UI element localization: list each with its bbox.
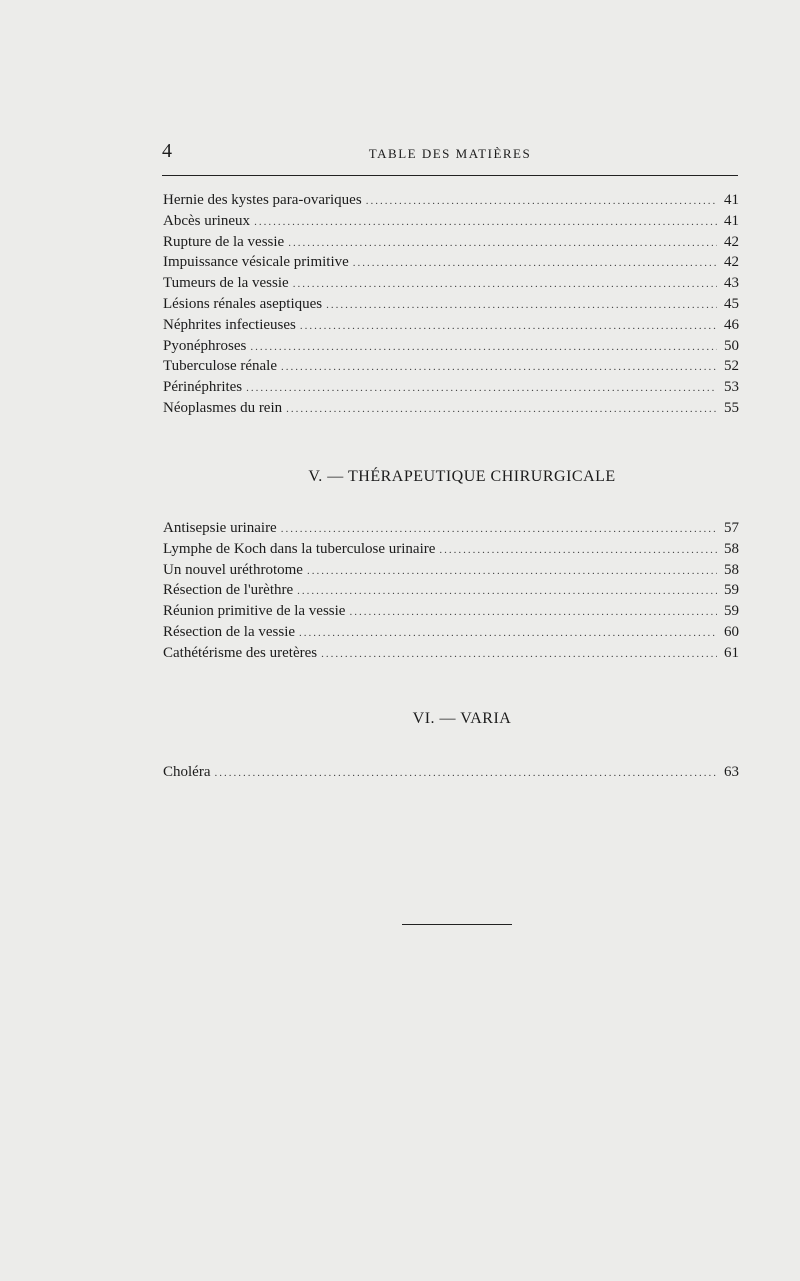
dot-leader xyxy=(288,233,717,253)
toc-entry-title: Périnéphrites xyxy=(163,379,243,396)
toc-entry-title: Antisepsie urinaire xyxy=(163,520,277,536)
toc-entry xyxy=(163,252,739,273)
dot-leader xyxy=(366,191,717,211)
toc-section-5 xyxy=(163,518,739,664)
toc-entry-title: Tuberculose rénale xyxy=(163,358,277,375)
dot-leader xyxy=(281,357,717,377)
end-rule xyxy=(402,924,512,925)
toc-entry-page: 42 xyxy=(724,233,739,250)
toc-entry-title: Néphrites infectieuses xyxy=(163,316,296,333)
toc-entry xyxy=(163,232,739,253)
toc-entry xyxy=(163,273,739,294)
toc-entry xyxy=(163,560,739,581)
toc-entry-page: 55 xyxy=(724,399,739,416)
toc-entry-title: Un nouvel uréthrotome xyxy=(163,561,303,578)
dot-leader xyxy=(353,253,717,273)
toc-entry-page: 59 xyxy=(724,603,739,620)
toc-entry-page: 45 xyxy=(724,295,739,312)
toc-section-4 xyxy=(163,190,739,419)
section-heading-6: VI. — VARIA xyxy=(412,710,512,727)
toc-entry-title: Abcès urineux xyxy=(163,212,251,229)
toc-entry-title: Néoplasmes du rein xyxy=(163,399,283,416)
dot-leader xyxy=(299,623,717,643)
toc-entry xyxy=(163,356,739,377)
dot-leader xyxy=(439,540,717,560)
toc-entry-page: 58 xyxy=(724,540,739,557)
toc-entry-title: Hernie des kystes para-ovariques xyxy=(163,192,362,208)
toc-entry-page: 53 xyxy=(724,379,739,396)
toc-entry-page: 42 xyxy=(724,254,739,271)
toc-entry-page: 43 xyxy=(724,275,739,292)
toc-entry-title: Rupture de la vessie xyxy=(163,233,285,250)
page-number: 4 xyxy=(162,140,172,162)
toc-entry-title: Tumeurs de la vessie xyxy=(163,275,289,292)
toc-entry xyxy=(163,190,739,211)
toc-entry-title: Résection de la vessie xyxy=(163,623,296,640)
dot-leader xyxy=(349,602,717,622)
toc-entry xyxy=(163,622,739,643)
toc-entry xyxy=(163,211,739,232)
toc-entry-title: Lymphe de Koch dans la tuberculose urinaire xyxy=(163,540,436,557)
running-title: TABLE DES MATIÈRES xyxy=(368,146,532,161)
toc-entry xyxy=(163,398,739,419)
toc-entry-title: Impuissance vésicale primitive xyxy=(163,254,349,271)
toc-entry-page: 52 xyxy=(724,358,739,375)
dot-leader xyxy=(300,316,717,336)
toc-entry xyxy=(163,336,739,357)
toc-entry xyxy=(163,580,739,601)
dot-leader xyxy=(286,399,717,419)
header-rule xyxy=(162,175,738,176)
dot-leader xyxy=(281,519,717,539)
toc-entry xyxy=(163,601,739,622)
toc-entry-page: 60 xyxy=(724,623,739,640)
toc-entry-title: Choléra xyxy=(163,764,211,780)
toc-entry-page: 58 xyxy=(724,561,739,578)
section-heading-5: V. — THÉRAPEUTIQUE CHIRURGICALE xyxy=(308,468,616,485)
toc-entry xyxy=(163,643,739,664)
dot-leader xyxy=(214,763,717,783)
dot-leader xyxy=(326,295,717,315)
toc-section-6 xyxy=(163,762,739,783)
toc-entry xyxy=(163,377,739,398)
toc-entry-title: Réunion primitive de la vessie xyxy=(163,603,346,620)
dot-leader xyxy=(254,212,717,232)
toc-entry-page: 41 xyxy=(724,212,739,229)
dot-leader xyxy=(293,274,717,294)
toc-entry xyxy=(163,518,739,539)
toc-entry-page: 61 xyxy=(724,644,739,661)
toc-entry xyxy=(163,315,739,336)
toc-entry-title: Résection de l'urèthre xyxy=(163,582,294,599)
toc-entry xyxy=(163,539,739,560)
dot-leader xyxy=(246,378,717,398)
toc-entry xyxy=(163,762,739,783)
toc-entry-page: 46 xyxy=(724,316,739,333)
toc-entry-page: 41 xyxy=(724,192,739,208)
dot-leader xyxy=(321,644,717,664)
dot-leader xyxy=(307,561,717,581)
toc-entry-title: Lésions rénales aseptiques xyxy=(163,295,323,312)
toc-entry-title: Pyonéphroses xyxy=(163,337,247,354)
dot-leader xyxy=(297,581,717,601)
toc-entry-page: 57 xyxy=(724,520,739,536)
toc-entry-page: 50 xyxy=(724,337,739,354)
dot-leader xyxy=(250,337,717,357)
toc-entry-title: Cathétérisme des uretères xyxy=(163,644,318,661)
toc-entry xyxy=(163,294,739,315)
toc-entry-page: 63 xyxy=(724,764,739,780)
toc-entry-page: 59 xyxy=(724,582,739,599)
